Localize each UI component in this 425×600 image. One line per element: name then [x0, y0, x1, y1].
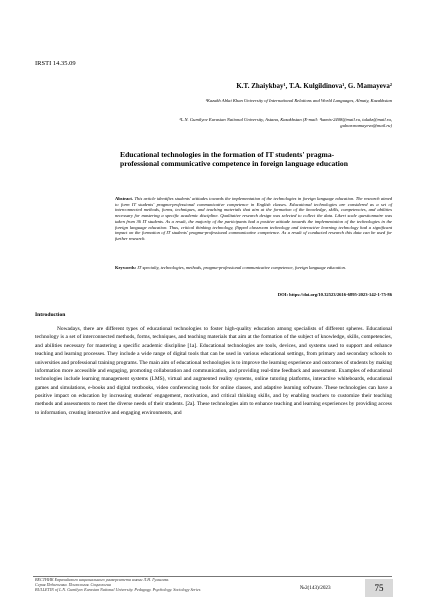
journal-info — [35, 577, 200, 592]
abstract-block — [115, 196, 392, 242]
keywords-block — [115, 265, 392, 271]
irsti-code: IRSTI 14.35.09 — [35, 60, 76, 67]
journal-line-2: Серия Педагогика. Психология. Социология — [35, 582, 111, 588]
affiliation-2: ²L.N. Gumilyov Eurasian National University, Astana, Kazakhstan (E-mail: ¹kamis-2408@mail.ru, tulakz@mail.ru, gulnar.mamayeva@mail.ru) — [179, 117, 392, 128]
keywords-text: IT specialty, technologies, methods, pragma-professional communicative competence, foreign language education. — [137, 265, 347, 270]
section-heading-introduction: Introduction — [35, 312, 66, 318]
doi-link[interactable]: DOI: https://doi.org/10.32523/2616-6895-2023-142-1-75-86 — [277, 292, 392, 297]
article-title: Educational technologies in the formation of IT students' pragma-professional communicative competence in foreign language education — [120, 150, 348, 169]
journal-line-3: BULLETIN of L.N. Gumilyov Eurasian National University. Pedagogy. Psychology. Sociology Series — [35, 587, 201, 593]
abstract-text: This article identifies students' attitudes towards the implementation of the technologies in foreign language education. The research aimed to form IT students' pragma-professional communicative competence in English classes. Educational technologies are considered as a set of interconnected methods, forms, techniques, and teaching materials that aim at the formation of the knowledge, skills, competencies, and abilities necessary for mastering a specific academic discipline. Qualitative research design was selected to collect the data. Likert scale questionnaire was taken from 36 IT students. As a result, the majority of the participants had a positive attitude towards the implementation of the technologies in the foreign language education. Thus, critical thinking technology, flipped classroom technology and interactive learning technology had a significant impact on the formation of IT students' pragma-professional communicative competence. As a result of conducted research this data can be used for further research. — [115, 196, 392, 242]
journal-line-1: ВЕСТНИК Евразийского национального университета имени Л.Н. Гумилева. — [35, 577, 170, 582]
issue-number: №2(143)/2023 — [300, 585, 331, 591]
authors-line: K.T. Zhaiykbay¹, T.A. Kulgildinova¹, G. Mamayeva² — [236, 82, 392, 90]
introduction-body — [35, 325, 392, 417]
introduction-text: Nowadays, there are different types of educational technologies to foster high-quality education among specialists of different spheres. Educational technology is a set of interconnected methods, forms, techniques, and teaching materials that aim at the formation of the subject of knowledge, skills, competencies, and abilities necessary for mastering a specific academic discipline [1a]. Educational technologies are tools, devices, and systems used to support and enhance teaching and learning processes. They include a wide range of digital tools that can be used in various educational settings, from primary and secondary schools to universities and professional training programs. The main aim of educational technologies is to improve the learning experience and outcomes of students by making information more accessible and engaging, promoting collaboration and communication, and providing real-time feedback and assessment. Examples of educational technologies include learning management systems (LMS), virtual and augmented reality systems, online tutoring platforms, interactive whiteboards, educational games and simulations, e-books and digital textbooks, video conferencing tools for online classes, and adaptive learning software. These technologies can have a positive impact on education by increasing students' engagement, motivation, and critical thinking skills, and by enabling teachers to customize their teaching methods and assessments to meet the diverse needs of their students. [2a]. These technologies aim to enhance teaching and learning experiences by providing access to information, creating interactive and engaging environments, and — [35, 326, 392, 416]
keywords-label: Keywords: — [115, 265, 137, 270]
abstract-label: Abstract. — [115, 196, 134, 201]
page-number: 75 — [365, 579, 393, 597]
affiliation-1: ¹Kazakh Ablai Khan University of International Relations and World Languages, Almaty, Kazakhstan — [205, 98, 392, 103]
